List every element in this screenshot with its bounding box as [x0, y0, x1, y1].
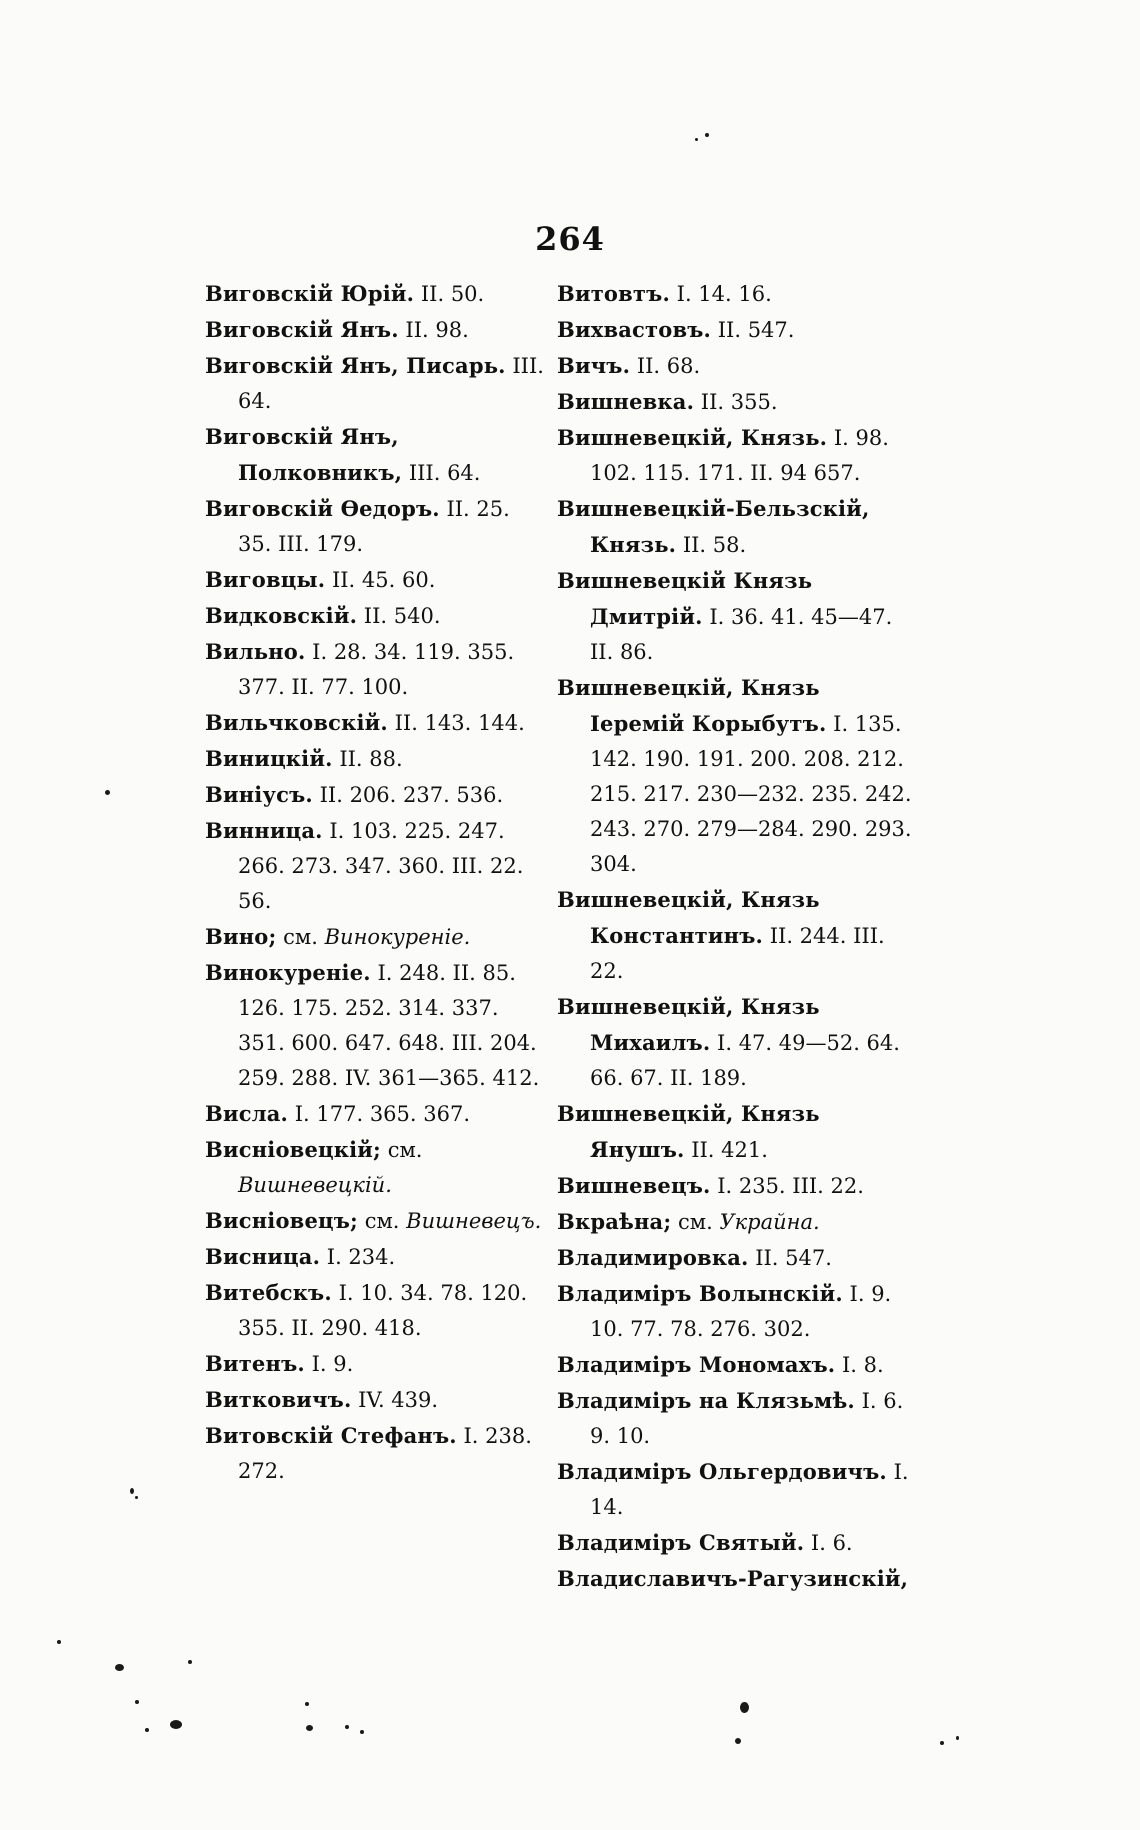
entry-heading: Владиславичъ-Рагузинскій, — [557, 1566, 909, 1591]
entry-references: I. 98. 102. 115. 171. II. 94 657. — [590, 426, 889, 485]
entry-heading: Вичъ. — [557, 353, 631, 378]
entry-references: I. 14. 16. — [676, 282, 772, 306]
page-number: 264 — [535, 220, 605, 258]
entry-heading: Виніусъ. — [205, 782, 313, 807]
entry-heading: Вишневка. — [557, 389, 695, 414]
entry-references: см. — [678, 1210, 713, 1234]
index-entry — [205, 598, 545, 634]
entry-references: I. 135. 142. 190. 191. 200. 208. 212. 215. 217. 230—232. 235. 242. 243. 270. 279—284. 290. 293. 304. — [590, 712, 912, 876]
entry-heading: Вишневецкій, Князь Константинъ. — [557, 887, 820, 948]
entry-references: I. 238. 272. — [238, 1424, 532, 1483]
index-entry — [557, 1525, 920, 1561]
entry-heading: Вильно. — [205, 639, 306, 664]
cross-reference: Украйна. — [719, 1210, 820, 1234]
entry-references: II. 206. 237. 536. — [319, 783, 504, 807]
index-entry — [557, 1454, 920, 1525]
entry-references: I. 14. — [590, 1460, 909, 1519]
entry-heading: Виговскій Янъ, Писарь. — [205, 353, 506, 378]
index-entry — [557, 1561, 920, 1597]
entry-heading: Вишневецкій, Князь. — [557, 425, 828, 450]
entry-heading: Вишневецкій Князь Дмитрій. — [557, 568, 813, 629]
index-entry — [205, 705, 545, 741]
entry-heading: Вихвастовъ. — [557, 317, 712, 342]
ink-speck — [135, 1700, 139, 1704]
ink-speck — [306, 1725, 313, 1731]
entry-references: II. 421. — [691, 1138, 768, 1162]
entry-references: I. 9. 10. 77. 78. 276. 302. — [590, 1282, 892, 1341]
entry-references: I. 6. — [810, 1531, 853, 1555]
index-entry — [205, 1382, 545, 1418]
entry-references: I. 10. 34. 78. 120. 355. II. 290. 418. — [238, 1281, 528, 1340]
entry-heading: Вино; — [205, 924, 277, 949]
index-entry — [557, 1383, 920, 1454]
entry-heading: Владиміръ Ольгердовичъ. — [557, 1459, 887, 1484]
index-entry — [205, 919, 545, 955]
index-entry — [205, 634, 545, 705]
entry-heading: Висла. — [205, 1101, 289, 1126]
entry-references: II. 45. 60. — [331, 568, 436, 592]
index-entry — [205, 1132, 545, 1203]
index-entry — [205, 741, 545, 777]
entry-references: см. — [364, 1209, 400, 1233]
index-entry — [557, 1096, 920, 1168]
cross-reference: Вишневецъ. — [406, 1209, 542, 1233]
ink-speck — [188, 1660, 192, 1664]
index-entry — [205, 1275, 545, 1346]
entry-references: II. 50. — [420, 282, 485, 306]
ink-speck — [695, 138, 698, 141]
entry-references: IV. 439. — [358, 1388, 439, 1412]
entry-references: II. 68. — [636, 354, 701, 378]
ink-speck — [57, 1640, 61, 1644]
index-entry — [557, 1240, 920, 1276]
entry-heading: Витковичъ. — [205, 1387, 352, 1412]
entry-references: I. 9. — [311, 1352, 354, 1376]
ink-speck — [115, 1664, 124, 1671]
entry-references: II. 58. — [682, 533, 747, 557]
entry-heading: Вишневецъ. — [557, 1173, 711, 1198]
entry-heading: Виговскій Янъ. — [205, 317, 399, 342]
index-entry — [557, 1276, 920, 1347]
entry-references: I. 248. II. 85. 126. 175. 252. 314. 337. 351. 600. 647. 648. III. 204. 259. 288. IV. 361—365. 412. — [238, 961, 540, 1090]
index-entry — [557, 312, 920, 348]
entry-heading: Вкраѣна; — [557, 1209, 672, 1234]
entry-heading: Вишневецкій, Князь Янушъ. — [557, 1101, 820, 1162]
entry-references: I. 47. 49—52. 64. 66. 67. II. 189. — [590, 1031, 900, 1090]
index-entry — [557, 276, 920, 312]
index-entry — [557, 384, 920, 420]
index-entry — [205, 813, 545, 919]
ink-speck — [956, 1736, 959, 1740]
index-entry — [557, 420, 920, 491]
entry-references: I. 6. 9. 10. — [590, 1389, 904, 1448]
entry-references: I. 177. 365. 367. — [294, 1102, 471, 1126]
index-entry — [205, 955, 545, 1096]
entry-references: III. 64. — [238, 354, 544, 413]
cross-reference: Винокуреніе. — [324, 925, 471, 949]
entry-heading: Владимировка. — [557, 1245, 749, 1270]
entry-heading: Виговскій Өедоръ. — [205, 496, 440, 521]
index-column-left — [205, 276, 545, 1489]
entry-references: II. 98. — [405, 318, 469, 342]
entry-heading: Висніовецъ; — [205, 1208, 358, 1233]
entry-references: I. 235. III. 22. — [717, 1174, 864, 1198]
index-entry — [205, 1096, 545, 1132]
entry-heading: Владиміръ Волынскій. — [557, 1281, 843, 1306]
index-entry — [205, 419, 545, 491]
ink-speck — [705, 133, 709, 137]
entry-heading: Виговскій Юрій. — [205, 281, 415, 306]
entry-heading: Владиміръ Святый. — [557, 1530, 805, 1555]
entry-references: II. 355. — [700, 390, 778, 414]
entry-heading: Витенъ. — [205, 1351, 305, 1376]
index-entry — [205, 777, 545, 813]
entry-references: II. 25. 35. III. 179. — [238, 497, 510, 556]
index-entry — [557, 1347, 920, 1383]
index-entry — [205, 1346, 545, 1382]
entry-heading: Винокуреніе. — [205, 960, 371, 985]
ink-speck — [135, 1496, 138, 1499]
entry-heading: Вильчковскій. — [205, 710, 388, 735]
entry-references: I. 103. 225. 247. 266. 273. 347. 360. III. 22. 56. — [238, 819, 524, 913]
entry-references: I. 28. 34. 119. 355. 377. II. 77. 100. — [238, 640, 515, 699]
index-entry — [557, 348, 920, 384]
index-entry — [205, 1239, 545, 1275]
ink-speck — [130, 1488, 134, 1494]
index-entry — [205, 1418, 545, 1489]
entry-heading: Виговскій Янъ, Полковникъ, — [205, 424, 403, 485]
entry-heading: Витовскій Стефанъ. — [205, 1423, 457, 1448]
entry-references: см. — [283, 925, 318, 949]
index-entry — [205, 348, 545, 419]
index-entry — [557, 491, 920, 563]
entry-heading: Видковскій. — [205, 603, 358, 628]
entry-heading: Владиміръ на Клязьмѣ. — [557, 1388, 855, 1413]
entry-references: II. 88. — [339, 747, 403, 771]
index-entry — [557, 1204, 920, 1240]
ink-speck — [735, 1738, 741, 1744]
entry-heading: Вишневецкій, Князь Михаилъ. — [557, 994, 820, 1055]
ink-speck — [170, 1720, 182, 1729]
index-entry — [557, 1168, 920, 1204]
ink-speck — [940, 1741, 944, 1745]
entry-references: II. 547. — [755, 1246, 832, 1270]
entry-heading: Витовтъ. — [557, 281, 670, 306]
entry-references: см. — [387, 1138, 423, 1162]
ink-speck — [345, 1725, 349, 1729]
index-entry — [205, 491, 545, 562]
entry-references: II. 143. 144. — [394, 711, 525, 735]
ink-speck — [105, 790, 110, 795]
ink-speck — [305, 1702, 309, 1706]
entry-references: I. 234. — [326, 1245, 396, 1269]
ink-speck — [740, 1702, 749, 1713]
index-entry — [557, 670, 920, 882]
index-entry — [205, 312, 545, 348]
ink-speck — [360, 1730, 364, 1734]
index-entry — [205, 562, 545, 598]
index-entry — [205, 1203, 545, 1239]
cross-reference: Вишневецкій. — [238, 1173, 392, 1197]
index-column-right — [557, 276, 920, 1597]
entry-references: III. 64. — [408, 461, 481, 485]
entry-references: II. 540. — [363, 604, 441, 628]
entry-references: I. 8. — [841, 1353, 884, 1377]
entry-heading: Висніовецкій; — [205, 1137, 382, 1162]
index-entry — [557, 563, 920, 670]
entry-heading: Владиміръ Мономахъ. — [557, 1352, 836, 1377]
entry-heading: Витебскъ. — [205, 1280, 332, 1305]
entry-heading: Винница. — [205, 818, 323, 843]
entry-references: II. 547. — [717, 318, 795, 342]
index-entry — [557, 989, 920, 1096]
entry-references: II. 244. III. 22. — [590, 924, 885, 983]
entry-heading: Виговцы. — [205, 567, 326, 592]
ink-speck — [145, 1728, 149, 1732]
entry-heading: Вишневецкій-Бельзскій, Князь. — [557, 496, 870, 557]
entry-references: I. 36. 41. 45—47. II. 86. — [590, 605, 893, 664]
index-entry — [205, 276, 545, 312]
entry-heading: Виницкій. — [205, 746, 333, 771]
index-entry — [557, 882, 920, 989]
entry-heading: Висница. — [205, 1244, 321, 1269]
entry-heading: Вишневецкій, Князь Іеремій Корыбутъ. — [557, 675, 827, 736]
